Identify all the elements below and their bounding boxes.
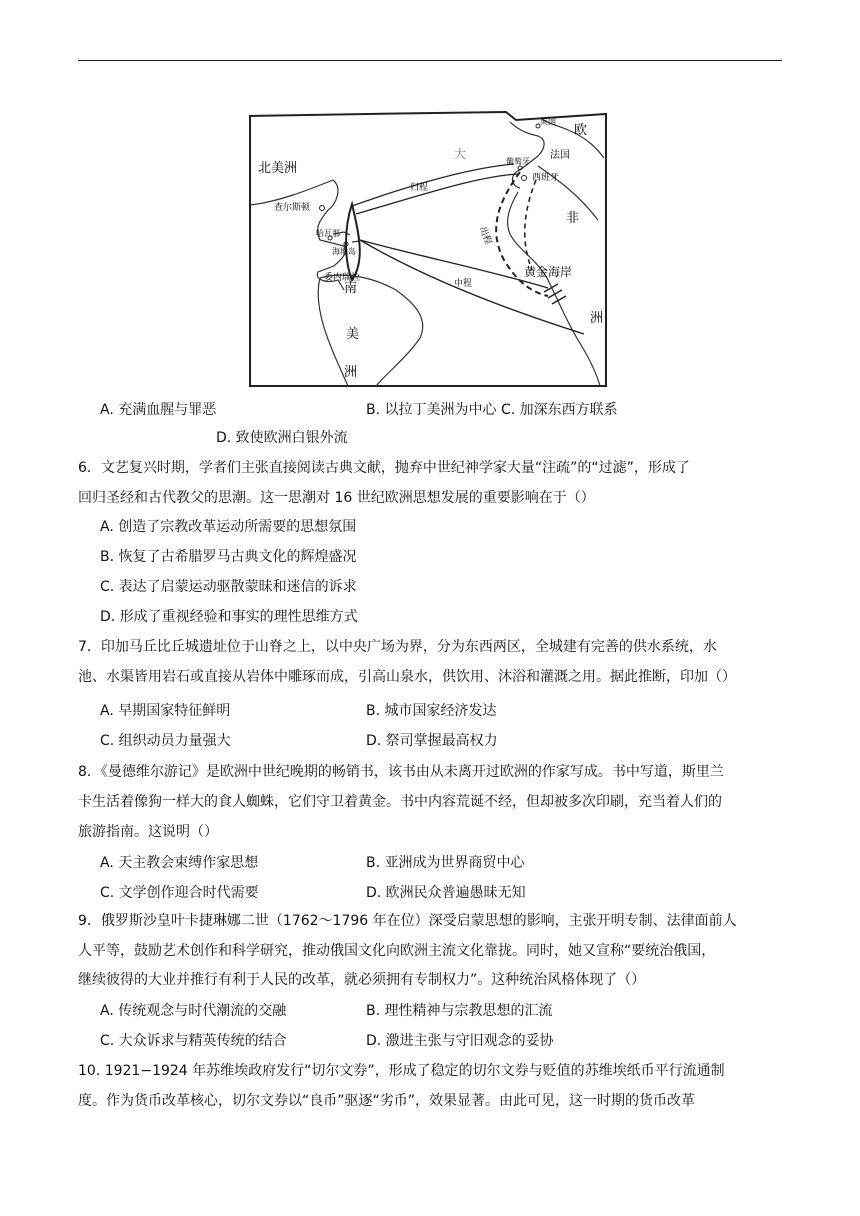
- q9-option-c: C. 大众诉求与精英传统的结合: [100, 1033, 287, 1049]
- label-return-route: 归程: [410, 183, 429, 193]
- q8-option-a: A. 天主教会束缚作家思想: [100, 855, 259, 871]
- q8-stem-line-3: 旅游指南。这说明（）: [78, 824, 218, 840]
- label-africa: 非: [566, 211, 580, 226]
- q7-option-d: D. 祭司掌握最高权力: [366, 733, 498, 749]
- q8-option-b: B. 亚洲成为世界商贸中心: [366, 855, 525, 871]
- q10-stem-line-2: 度。作为货币改革核心，切尔文券以“良币”驱逐“劣币”，效果显著。由此可见，这一时期的货币改革: [78, 1093, 696, 1109]
- q7-option-a: A. 早期国家特征鲜明: [100, 703, 231, 719]
- q9-option-b: B. 理性精神与宗教思想的汇流: [366, 1003, 553, 1019]
- label-gold-coast: 黄金海岸: [524, 265, 573, 279]
- label-north-america: 北美洲: [258, 161, 298, 176]
- label-haiti: 海地岛: [332, 247, 356, 256]
- q7-option-c: C. 组织动员力量强大: [100, 733, 231, 749]
- q6-option-a: A. 创造了宗教改革运动所需要的思想氛围: [100, 519, 357, 535]
- q9-stem-line-3: 继续彼得的大业并推行有利于人民的改革，就必须拥有专制权力”。这种统治风格体现了（）: [78, 972, 646, 988]
- label-charleston: 查尔斯顿: [274, 203, 311, 213]
- label-havana: 哈瓦那: [316, 229, 340, 238]
- label-britain: 英国: [540, 117, 556, 126]
- label-europe: 欧: [574, 123, 588, 138]
- label-middle-passage: 中程: [454, 279, 473, 289]
- q5-option-d: D. 致使欧洲白银外流: [216, 430, 348, 446]
- label-da: 大: [454, 147, 467, 161]
- label-venezuela: 委内瑞拉: [324, 273, 361, 283]
- q6-option-c: C. 表达了启蒙运动驱散蒙昧和迷信的诉求: [100, 579, 357, 595]
- triangular-trade-map: [248, 110, 608, 388]
- q7-option-b: B. 城市国家经济发达: [366, 703, 497, 719]
- q8-option-c: C. 文学创作迎合时代需要: [100, 885, 259, 901]
- q9-option-d: D. 激进主张与守旧观念的妥协: [366, 1033, 554, 1049]
- q6-option-b: B. 恢复了古希腊罗马古典文化的辉煌盛况: [100, 549, 357, 565]
- q9-option-a: A. 传统观念与时代潮流的交融: [100, 1003, 287, 1019]
- q5-option-a: A. 充满血腥与罪恶: [100, 402, 217, 418]
- q6-option-d: D. 形成了重视经验和事实的理性思维方式: [100, 609, 358, 625]
- q5-option-b-c: B. 以拉丁美洲为中心 C. 加深东西方联系: [366, 402, 618, 418]
- label-south-3: 洲: [344, 365, 358, 380]
- q10-stem-line-1: 10. 1921−1924 年苏维埃政府发行“切尔文券”，形成了稳定的切尔文券与贬值的苏维埃纸币平行流通制: [78, 1063, 725, 1079]
- q6-stem-line-1: 6．文艺复兴时期，学者们主张直接阅读古典文献，抛弃中世纪神学家大量“注疏”的“过滤”，形成了: [78, 460, 690, 476]
- label-france: 法国: [550, 150, 570, 161]
- label-portugal: 葡萄牙: [506, 157, 530, 166]
- q9-stem-line-2: 人平等，鼓励艺术创作和科学研究，推动俄国文化向欧洲主流文化靠拢。同时，她又宣称“要统治俄国，: [78, 943, 716, 959]
- label-outbound: 出程: [477, 225, 493, 246]
- q8-stem-line-1: 8．《曼德维尔游记》是欧洲中世纪晚期的畅销书，该书由从未离开过欧洲的作家写成。书中写道，斯里兰: [78, 764, 724, 780]
- label-spain: 西班牙: [532, 173, 560, 183]
- header-rule: [78, 60, 782, 61]
- q8-option-d: D. 欧洲民众普遍愚昧无知: [366, 885, 526, 901]
- label-south-2: 美: [346, 327, 360, 342]
- q8-stem-line-2: 卡生活着像狗一样大的食人蜘蛛，它们守卫着黄金。书中内容荒诞不经，但却被多次印刷，充当着人们的: [78, 794, 722, 810]
- q7-stem-line-2: 池、水渠皆用岩石或直接从岩体中雕琢而成，引高山泉水，供饮用、沐浴和灌溉之用。据此推断，印加（）: [78, 669, 736, 685]
- q9-stem-line-1: 9．俄罗斯沙皇叶卡捷琳娜二世（1762～1796 年在位）深受启蒙思想的影响，主张开明专制、法律面前人: [78, 913, 737, 929]
- label-south-1: 南: [344, 281, 358, 296]
- q7-stem-line-1: 7．印加马丘比丘城遗址位于山脊之上，以中央广场为界，分为东西两区，全城建有完善的供水系统，水: [78, 639, 717, 655]
- q6-stem-line-2: 回归圣经和古代教父的思潮。这一思潮对 16 世纪欧洲思想发展的重要影响在于（）: [78, 490, 595, 506]
- label-africa-zhou: 洲: [590, 311, 604, 326]
